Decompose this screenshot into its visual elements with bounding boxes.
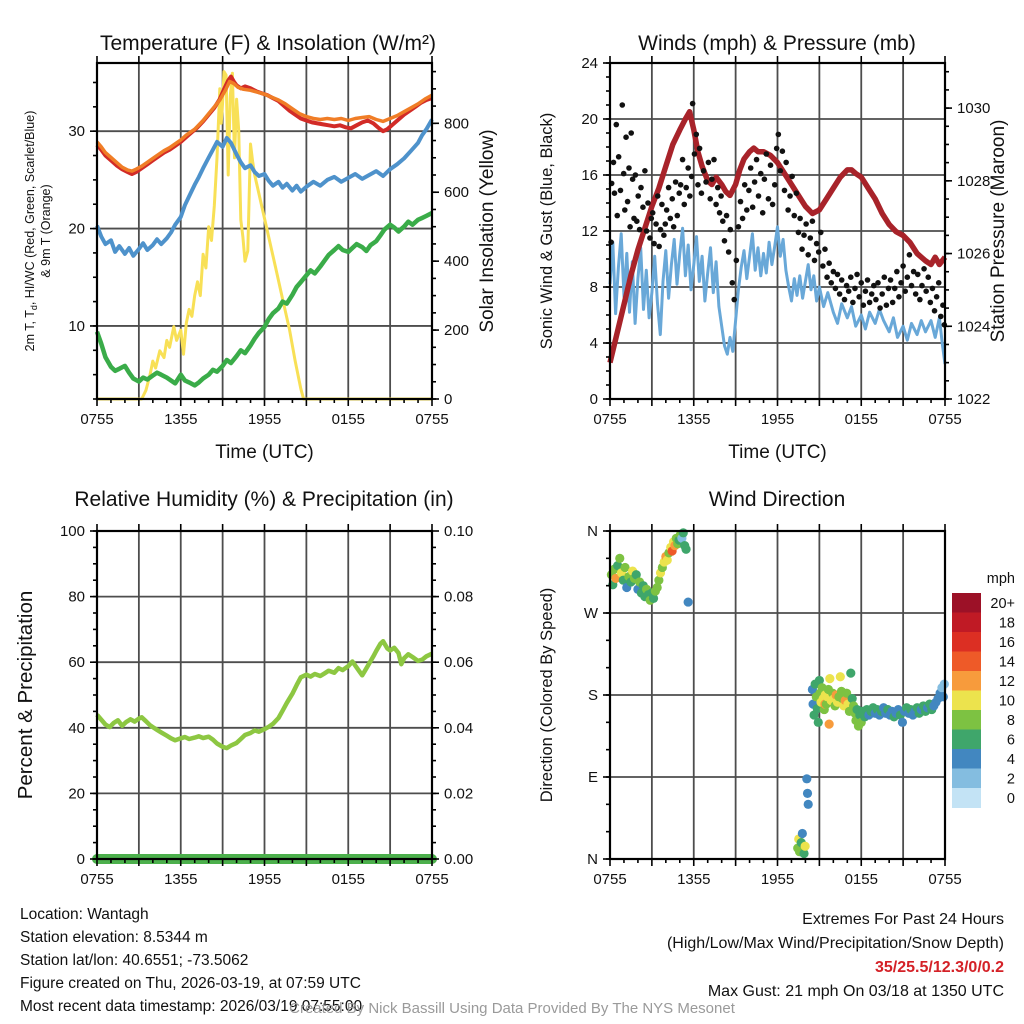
gust-dot [681, 202, 687, 208]
y-left-tick-label: N [587, 851, 598, 868]
gust-dot [693, 132, 699, 138]
y-right-tick-label: 1022 [957, 391, 991, 408]
gust-dot [619, 102, 625, 108]
x-tick-label: 1355 [677, 411, 711, 428]
gust-dot [848, 274, 854, 280]
x-tick-label: 0155 [844, 871, 878, 888]
wind-direction-dot [825, 720, 834, 729]
gust-dot [621, 171, 627, 177]
gust-dot [816, 249, 822, 255]
wind-direction-colorbar [952, 571, 1015, 808]
gust-dot [614, 213, 620, 219]
y-right-tick-label: 800 [444, 115, 470, 133]
gust-dot [900, 263, 906, 269]
gust-dot [828, 280, 834, 286]
gust-dot [898, 280, 904, 286]
gust-dot [833, 286, 839, 292]
gust-dot [810, 218, 816, 224]
wind-direction-dot [814, 718, 823, 727]
gust-dot [909, 283, 915, 289]
gust-dot [678, 182, 684, 188]
figure-created: Figure created on Thu, 2026-03-19, at 07:59 UTC [20, 975, 361, 992]
gust-dot [612, 190, 618, 196]
gust-dot [835, 272, 841, 278]
wind-direction-dot [684, 597, 693, 606]
y-right-tick-label: 0 [444, 391, 453, 408]
gust-dot [673, 179, 679, 185]
wind-direction-dot [939, 692, 948, 701]
gust-dot [932, 308, 938, 314]
gust-dot [692, 151, 698, 157]
y-left-tick-label: 40 [68, 719, 85, 737]
gust-dot [928, 300, 934, 306]
extremes-title: Extremes For Past 24 Hours [802, 911, 1004, 928]
x-tick-label: 1355 [164, 411, 198, 428]
gust-dot [812, 258, 818, 264]
gust-dot [915, 272, 921, 278]
colorbar-label: 6 [1006, 732, 1015, 749]
wind-direction-dot [803, 789, 812, 798]
gust-dot [655, 193, 661, 199]
colorbar-label: 20+ [990, 595, 1015, 612]
gust-dot [640, 204, 646, 210]
gust-dot [707, 196, 713, 202]
gust-dot [863, 288, 869, 294]
gust-dot [728, 227, 734, 233]
y-left-tick-label: 0 [76, 851, 85, 868]
colorbar-label: 2 [1006, 771, 1015, 788]
y-left-tick-label: 30 [68, 123, 85, 141]
gust-dot [656, 244, 662, 250]
x-tick-label: 1955 [760, 871, 795, 888]
gust-dot [703, 179, 709, 185]
gust-dot [611, 160, 617, 166]
wind-direction-dot [681, 545, 690, 554]
gust-dot [637, 227, 643, 233]
gust-dot [758, 171, 764, 177]
colorbar-cell [952, 691, 981, 711]
gust-dot [921, 266, 927, 272]
gust-dot [787, 193, 793, 199]
y-right-tick-label: 600 [444, 184, 470, 202]
wind-direction-ylabel-left: Direction (Colored By Speed) [538, 587, 556, 803]
x-tick-label: 1955 [247, 411, 282, 428]
gust-dot [717, 210, 723, 216]
winds-pressure-title: Winds (mph) & Pressure (mb) [638, 32, 916, 55]
y-left-tick-label: 4 [589, 335, 598, 352]
gust-dot [713, 202, 719, 208]
station-elevation: Station elevation: 8.5344 m [20, 929, 208, 946]
x-tick-label: 1955 [247, 871, 282, 888]
x-tick-label: 0755 [928, 871, 962, 888]
gust-dot [738, 199, 744, 205]
gust-dot [626, 165, 632, 171]
y-left-tick-label: 16 [581, 167, 598, 184]
y-left-tick-label: S [587, 687, 598, 704]
wind-direction-labels [538, 488, 962, 888]
gust-dot [659, 202, 665, 208]
gust-dot [701, 168, 707, 174]
gust-dot [907, 252, 913, 258]
gust-dot [777, 168, 783, 174]
gust-dot [890, 300, 896, 306]
gust-dot [669, 196, 675, 202]
gust-dot [642, 168, 648, 174]
x-tick-label: 0155 [331, 411, 365, 428]
gust-dot [633, 172, 639, 178]
colorbar-label: 18 [998, 615, 1015, 632]
gust-dot [875, 280, 881, 286]
gust-dot [808, 235, 814, 241]
colorbar-title: mph [986, 571, 1015, 587]
gust-dot [803, 221, 809, 227]
gust-dot [658, 227, 664, 233]
gust-dot [650, 210, 656, 216]
gust-dot [839, 277, 845, 283]
y-right-tick-label: 0.02 [444, 785, 474, 803]
temperature-insolation-ylabel-left: & 9m T (Orange) [39, 184, 53, 278]
colorbar-cell [952, 671, 981, 691]
gust-dot [653, 221, 659, 227]
y-left-tick-label: W [583, 605, 598, 622]
gust-dot [938, 314, 944, 320]
gust-dot [894, 269, 900, 275]
gust-dot [618, 188, 624, 194]
y-left-tick-label: 10 [68, 317, 85, 335]
gust-dot [905, 274, 911, 280]
x-tick-label: 1355 [677, 871, 711, 888]
gust-dot [680, 157, 686, 163]
gust-dot [818, 230, 824, 236]
gust-dot [768, 162, 774, 168]
gust-dot [824, 274, 830, 280]
x-tick-label: 0755 [80, 411, 114, 428]
colorbar-cell [952, 749, 981, 769]
wind-direction-dot [798, 829, 807, 838]
gust-dot [644, 228, 650, 234]
humidity-precip-title: Relative Humidity (%) & Precipitation (in) [74, 488, 454, 511]
gust-dot [699, 190, 705, 196]
gust-dot [638, 185, 644, 191]
gust-dot [861, 302, 867, 308]
y-left-tick-label: 100 [59, 523, 85, 540]
colorbar-label: 12 [998, 673, 1015, 690]
colorbar-cell [952, 730, 981, 750]
x-tick-label: 1355 [164, 871, 198, 888]
gust-dot [936, 280, 942, 286]
extremes-values: 35/25.5/12.3/0/0.2 [875, 959, 1004, 976]
colorbar-label: 0 [1006, 790, 1015, 807]
gust-dot [846, 288, 852, 294]
temperature-insolation-title: Temperature (F) & Insolation (W/m²) [99, 32, 437, 55]
gust-dot [736, 224, 742, 230]
gust-dot [647, 235, 653, 241]
gust-dot [662, 221, 668, 227]
gust-dot [797, 216, 803, 222]
gust-dot [756, 193, 762, 199]
x-tick-label: 0755 [80, 871, 114, 888]
y-right-tick-label: 1030 [957, 100, 991, 118]
y-right-tick-label: 1026 [957, 245, 991, 263]
gust-dot [666, 185, 672, 191]
y-left-tick-label: 80 [68, 588, 85, 606]
y-right-tick-label: 0.08 [444, 588, 474, 606]
gust-dot [685, 165, 691, 171]
gust-dot [622, 207, 628, 213]
gust-dot [746, 188, 752, 194]
gust-dot [724, 213, 730, 219]
gust-dot [625, 199, 631, 205]
gust-dot [661, 232, 667, 238]
gust-dot [722, 238, 728, 244]
colorbar-label: 10 [998, 693, 1015, 710]
y-left-tick-label: 8 [589, 279, 598, 296]
gust-dot [674, 213, 680, 219]
wind-direction-dot [804, 800, 813, 809]
gust-dot [837, 291, 843, 297]
station-latlon: Station lat/lon: 40.6551; -73.5062 [20, 952, 249, 969]
data-timestamp: Most recent data timestamp: 2026/03/19 07:55:00 [20, 998, 363, 1015]
humidity-precip-chart [0, 470, 512, 905]
gust-dot [683, 185, 689, 191]
y-left-tick-label: E [587, 769, 598, 786]
gust-dot [720, 218, 726, 224]
gust-dot [791, 213, 797, 219]
gust-dot [744, 207, 750, 213]
gust-dot [783, 160, 789, 166]
gust-dot [913, 291, 919, 297]
gust-dot [774, 146, 780, 152]
x-tick-label: 0755 [593, 871, 627, 888]
gust-dot [884, 302, 890, 308]
gust-dot [867, 300, 873, 306]
colorbar-label: 8 [1006, 712, 1015, 729]
gust-dot [854, 272, 860, 278]
gust-dot [726, 249, 732, 255]
gust-dot [649, 216, 655, 222]
gust-dot [671, 224, 677, 230]
gust-dot [748, 165, 754, 171]
y-left-tick-label: 20 [68, 785, 85, 803]
y-left-tick-label: 0 [589, 391, 598, 408]
gust-dot [919, 283, 925, 289]
winds-pressure-chart [512, 0, 1024, 470]
gust-dot [879, 291, 885, 297]
gust-dot [651, 241, 657, 247]
gust-dot [826, 260, 832, 266]
gust-dot [858, 280, 864, 286]
temperature-insolation-ylabel-left: 2m T, $T_d$, HI/WC (Red, Green, Scarlet/Blue) [23, 110, 39, 352]
x-tick-label: 0755 [928, 411, 962, 428]
gust-dot [850, 300, 856, 306]
gust-dot [856, 294, 862, 300]
gust-dot [616, 154, 622, 160]
gust-dot [628, 130, 634, 136]
colorbar-cell [952, 613, 981, 633]
gust-dot [676, 190, 682, 196]
y-left-tick-label: 20 [68, 220, 85, 238]
gust-dot [822, 246, 828, 252]
gust-dot [634, 218, 640, 224]
gust-dot [706, 160, 712, 166]
y-right-tick-label: 1024 [957, 318, 991, 336]
wind-direction-title: Wind Direction [708, 488, 846, 511]
gust-dot [760, 210, 766, 216]
humidity-precip-labels [14, 488, 473, 888]
gust-dot [668, 216, 674, 222]
y-right-tick-label: 0.06 [444, 654, 474, 672]
gust-dot [776, 132, 782, 138]
gust-dot [764, 151, 770, 157]
gust-dot [740, 216, 746, 222]
gust-dot [886, 286, 892, 292]
gust-dot [689, 174, 695, 180]
winds-pressure-ylabel-left: Sonic Wind & Gust (Blue, Black) [538, 112, 556, 350]
gust-dot [801, 232, 807, 238]
gust-dot [709, 176, 715, 182]
gust-dot [923, 288, 929, 294]
gust-dot [782, 188, 788, 194]
gust-dot [789, 174, 795, 180]
gust-dot [752, 179, 758, 185]
station-location: Location: Wantagh [20, 906, 149, 923]
gust-dot [623, 134, 629, 140]
gust-dot [731, 297, 737, 303]
wind-direction-dot [802, 774, 811, 783]
gust-dot [917, 297, 923, 303]
y-right-tick-label: 400 [444, 253, 470, 271]
gust-dot [697, 146, 703, 152]
x-tick-label: 1955 [760, 411, 795, 428]
colorbar-label: 4 [1006, 751, 1015, 768]
gust-dot [881, 274, 887, 280]
gust-dot [718, 193, 724, 199]
gust-dot [664, 207, 670, 213]
gust-dot [796, 230, 802, 236]
gust-dot [873, 297, 879, 303]
gust-dot [711, 157, 717, 163]
gust-dot [772, 182, 778, 188]
humidity-precip-grid [97, 531, 432, 859]
gust-dot [734, 258, 740, 264]
max-gust: Max Gust: 21 mph On 03/18 at 1350 UTC [707, 983, 1004, 1000]
y-right-tick-label: 200 [444, 322, 470, 340]
gust-dot [715, 185, 721, 191]
extremes-block [667, 908, 1004, 1004]
y-left-tick-label: 20 [581, 111, 598, 128]
gust-dot [627, 224, 633, 230]
colorbar-label: 16 [998, 634, 1015, 651]
gust-dot [805, 252, 811, 258]
gust-dot [770, 202, 776, 208]
colorbar-cell [952, 632, 981, 652]
wind-direction-chart [512, 470, 1024, 905]
colorbar-cell [952, 788, 981, 808]
wind-direction-dot [801, 842, 810, 851]
gust-dot [695, 182, 701, 188]
y-right-tick-label: 1028 [957, 172, 991, 190]
y-right-tick-label: 0.10 [444, 523, 474, 540]
gust-dot [785, 207, 791, 213]
x-tick-label: 0755 [593, 411, 627, 428]
gust-dot [766, 196, 772, 202]
winds-pressure-ylabel-right: Station Pressure (Maroon) [988, 119, 1009, 343]
gust-dot [877, 305, 883, 311]
gust-dot [888, 277, 894, 283]
colorbar-cell [952, 593, 981, 613]
gust-dot [687, 193, 693, 199]
wind-direction-dot [898, 718, 907, 727]
winds-pressure-xlabel: Time (UTC) [728, 442, 827, 463]
y-left-tick-label: 60 [68, 654, 85, 672]
gust-dot [820, 263, 826, 269]
y-left-tick-label: N [587, 523, 598, 540]
gust-dot [799, 246, 805, 252]
gust-dot [925, 274, 931, 280]
gust-dot [896, 294, 902, 300]
gust-dot [780, 148, 786, 154]
gust-dot [762, 176, 768, 182]
gust-dot [865, 277, 871, 283]
colorbar-cell [952, 652, 981, 672]
temperature-insolation-xlabel: Time (UTC) [215, 442, 314, 463]
colorbar-cell [952, 710, 981, 730]
wind-direction-dot [615, 554, 624, 563]
extremes-subtitle: (High/Low/Max Wind/Precipitation/Snow Depth) [666, 935, 1004, 952]
gust-dot [742, 182, 748, 188]
gust-dot [729, 280, 735, 286]
gust-dot [902, 288, 908, 294]
y-left-tick-label: 24 [581, 55, 598, 72]
colorbar-label: 14 [998, 654, 1015, 671]
gust-dot [844, 283, 850, 289]
x-tick-label: 0155 [844, 411, 878, 428]
gust-dot [842, 297, 848, 303]
wind-direction-dot [679, 528, 688, 537]
temperature-insolation-ylabel-right: Solar Insolation (Yellow) [477, 129, 498, 333]
temperature-insolation-chart [0, 0, 512, 470]
wind-direction-dot [846, 669, 855, 678]
gust-dot [635, 193, 641, 199]
humidity-precip-ylabel-left: Percent & Precipitation [14, 590, 37, 800]
credit-line: Created By Nick Bassill Using Data Provided By The NYS Mesonet [289, 1000, 735, 1017]
y-left-tick-label: 12 [581, 223, 598, 240]
wind-direction-dot [825, 674, 834, 683]
x-tick-label: 0755 [415, 871, 449, 888]
colorbar-cell [952, 769, 981, 789]
gust-dot [645, 200, 651, 206]
gust-dot [869, 291, 875, 297]
gust-dot [852, 286, 858, 292]
gust-dot [754, 157, 760, 163]
gust-dot [690, 101, 696, 107]
y-right-tick-label: 0.00 [444, 851, 474, 868]
gust-dot [814, 241, 820, 247]
gust-dot [794, 190, 800, 196]
gust-dot [892, 286, 898, 292]
wind-direction-dot [836, 672, 845, 681]
gust-dot [750, 204, 756, 210]
x-tick-label: 0155 [331, 871, 365, 888]
gust-dot [613, 122, 619, 128]
x-tick-label: 0755 [415, 411, 449, 428]
y-right-tick-label: 0.04 [444, 719, 474, 737]
gust-dot [930, 286, 936, 292]
gust-dot [934, 294, 940, 300]
